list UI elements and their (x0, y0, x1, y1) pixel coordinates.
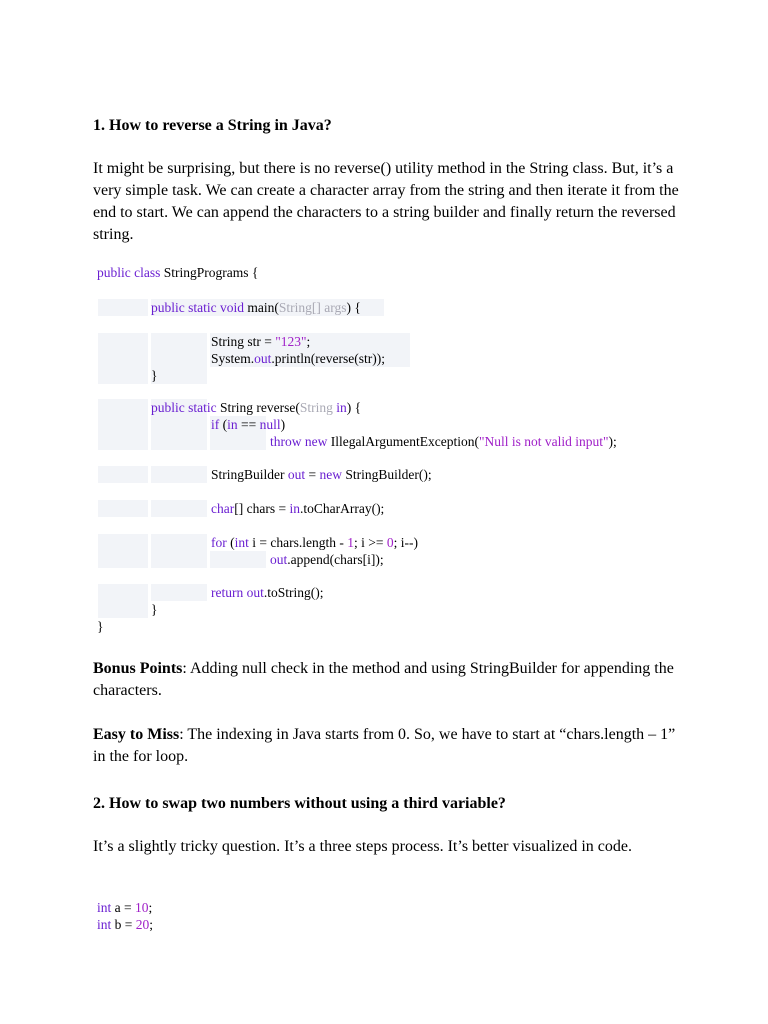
easy-to-miss-paragraph (93, 724, 683, 768)
code-line: if (in == null) (211, 417, 286, 432)
code-shade (98, 299, 148, 316)
section-2-heading: 2. How to swap two numbers without using a third variable? (93, 795, 506, 812)
code-line: for (int i = chars.length - 1; i >= 0; i--) (211, 535, 418, 550)
code-shade (151, 333, 207, 384)
section-1-heading: 1. How to reverse a String in Java? (93, 117, 332, 134)
code-line: public static void main(String[] args) { (151, 300, 361, 315)
code-line: System.out.println(reverse(str)); (211, 351, 385, 366)
code-shade (98, 466, 148, 483)
code-line: return out.toString(); (211, 585, 324, 600)
code-line: } (97, 619, 104, 634)
code-shade (98, 534, 148, 568)
code-shade (151, 584, 207, 601)
code-line: String str = "123"; (211, 334, 311, 349)
code-shade (98, 500, 148, 517)
code-line: StringBuilder out = new StringBuilder(); (211, 467, 432, 482)
code-shade (151, 500, 207, 517)
code-line: } (151, 368, 158, 383)
code-line: out.append(chars[i]); (270, 552, 384, 567)
easy-to-miss-text: : The indexing in Java starts from 0. So, we have to start at “chars.length – 1” in the for loop. (93, 726, 676, 765)
section-2-intro: It’s a slightly tricky question. It’s a three steps process. It’s better visualized in code. (93, 838, 632, 855)
bonus-points-text: : Adding null check in the method and using StringBuilder for appending the characters. (93, 660, 674, 699)
code-line: public class StringPrograms { (97, 265, 259, 280)
code-shade (151, 466, 207, 483)
code-line: throw new IllegalArgumentException("Null is not valid input"); (270, 434, 617, 449)
code-line: int a = 10; (97, 900, 153, 915)
code-shade (98, 399, 148, 450)
code-line: char[] chars = in.toCharArray(); (211, 501, 385, 516)
code-line: int b = 20; (97, 917, 154, 932)
code-line: } (151, 602, 158, 617)
code-shade (98, 584, 148, 618)
code-shade (210, 551, 266, 568)
bonus-points-label: Bonus Points (93, 660, 183, 677)
code-shade (151, 534, 207, 568)
section-1-intro: It might be surprising, but there is no reverse() utility method in the String class. But, it’s a very simple task. We can create a character array from the string and then iterate it from the end to start. We can append the characters to a string builder and finally return the reversed string. (93, 160, 679, 243)
code-shade (98, 333, 148, 384)
easy-to-miss-label: Easy to Miss (93, 726, 180, 743)
code-line: public static String reverse(String in) { (151, 400, 362, 415)
bonus-points-paragraph (93, 658, 683, 702)
